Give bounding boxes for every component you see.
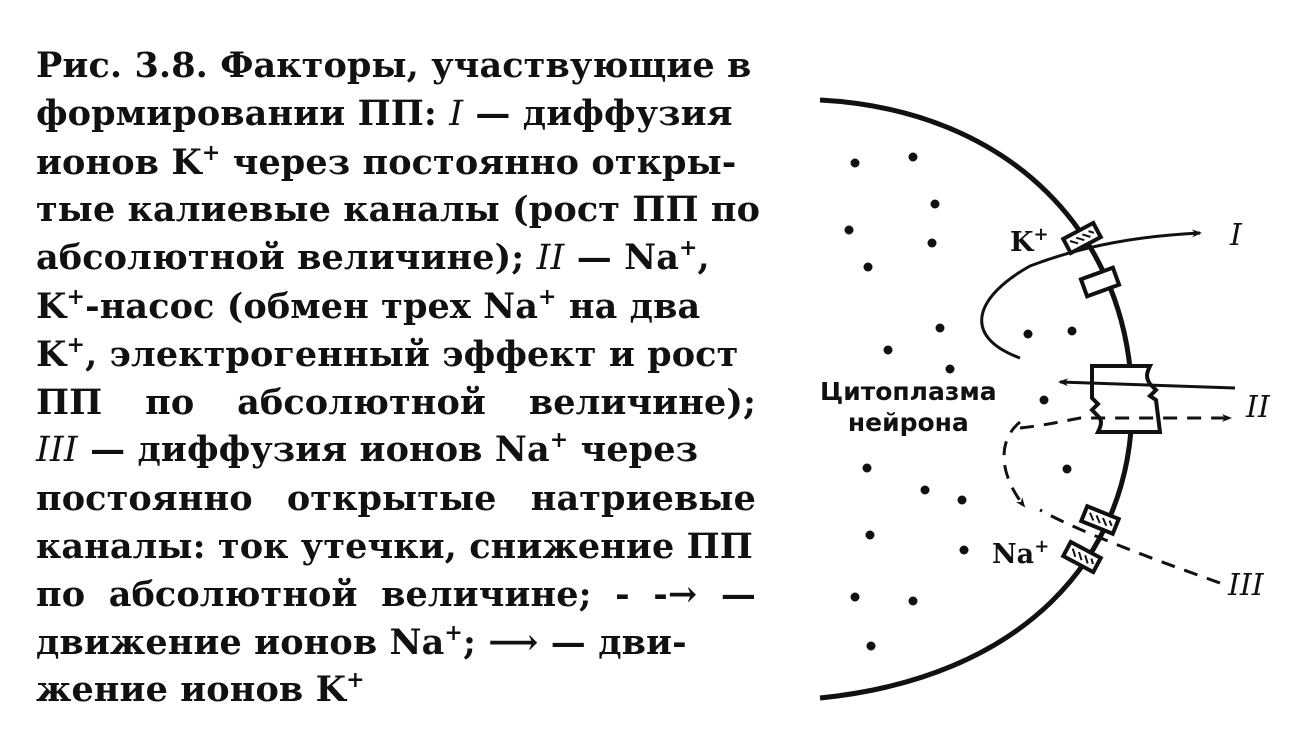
caption-line-12: по абсолютной величине; - -→ —: [36, 573, 756, 615]
dot: [958, 496, 967, 505]
dot: [1040, 396, 1049, 405]
caption-line-1: Рис. 3.8. Факторы, участвующие в: [36, 45, 752, 86]
caption-line-7: K+, электрогенный эффект и рост: [36, 331, 739, 375]
roman-numeral-i: I: [449, 93, 464, 134]
dot: [931, 200, 940, 209]
caption-line-9: III — диффузия ионов Na+ через: [36, 427, 699, 471]
caption-line-2: формировании ПП: I — диффузия: [36, 92, 733, 134]
caption-line-14: жение ионов K+: [36, 667, 365, 711]
dot: [936, 324, 945, 333]
dot: [909, 153, 918, 162]
caption-line-10: постоянно открытые натриевые: [36, 478, 756, 520]
caption-line-3: ионов K+ через постоянно откры-: [36, 139, 737, 183]
caption-line-11: каналы: ток утечки, снижение ПП: [36, 525, 753, 567]
roman-numeral-iii: III: [36, 430, 78, 471]
caption-line-8: ПП по абсолютной величине);: [36, 381, 756, 423]
arrow-label-iii: III: [1228, 568, 1264, 603]
arrow-label-i: I: [1230, 218, 1242, 253]
dot: [1068, 327, 1077, 336]
dot: [866, 531, 875, 540]
dot: [921, 486, 930, 495]
neuron-diagram: [780, 60, 1305, 747]
na-ion-label: Na+: [992, 536, 1050, 570]
dot: [960, 546, 969, 555]
dot: [863, 464, 872, 473]
dot: [909, 597, 918, 606]
figure-number: Рис. 3.8.: [36, 45, 208, 86]
arrow-iii-curve: [1004, 422, 1024, 506]
dot: [1063, 465, 1072, 474]
dot: [946, 365, 955, 374]
dot: [928, 239, 937, 248]
caption-line-13: движение ионов Na+; ⟶ — дви-: [36, 619, 687, 663]
dot: [1024, 330, 1033, 339]
arrow-label-ii: II: [1246, 390, 1270, 425]
roman-numeral-ii: II: [536, 238, 565, 279]
k-ion-label: K+: [1010, 224, 1049, 258]
caption-line-6: K+-насос (обмен трех Na+ на два: [36, 283, 701, 327]
figure-caption: [36, 42, 761, 714]
dot: [867, 642, 876, 651]
cytoplasm-label: Цитоплазма нейрона: [820, 377, 997, 437]
caption-line-4: тые калиевые каналы (рост ПП по: [36, 189, 761, 231]
dot: [884, 346, 893, 355]
caption-line-5: абсолютной величине); II — Na+,: [36, 235, 710, 279]
dot: [845, 226, 854, 235]
dot: [864, 263, 873, 272]
sodium-potassium-pump: [1092, 366, 1160, 432]
dot: [851, 593, 860, 602]
dot: [851, 159, 860, 168]
